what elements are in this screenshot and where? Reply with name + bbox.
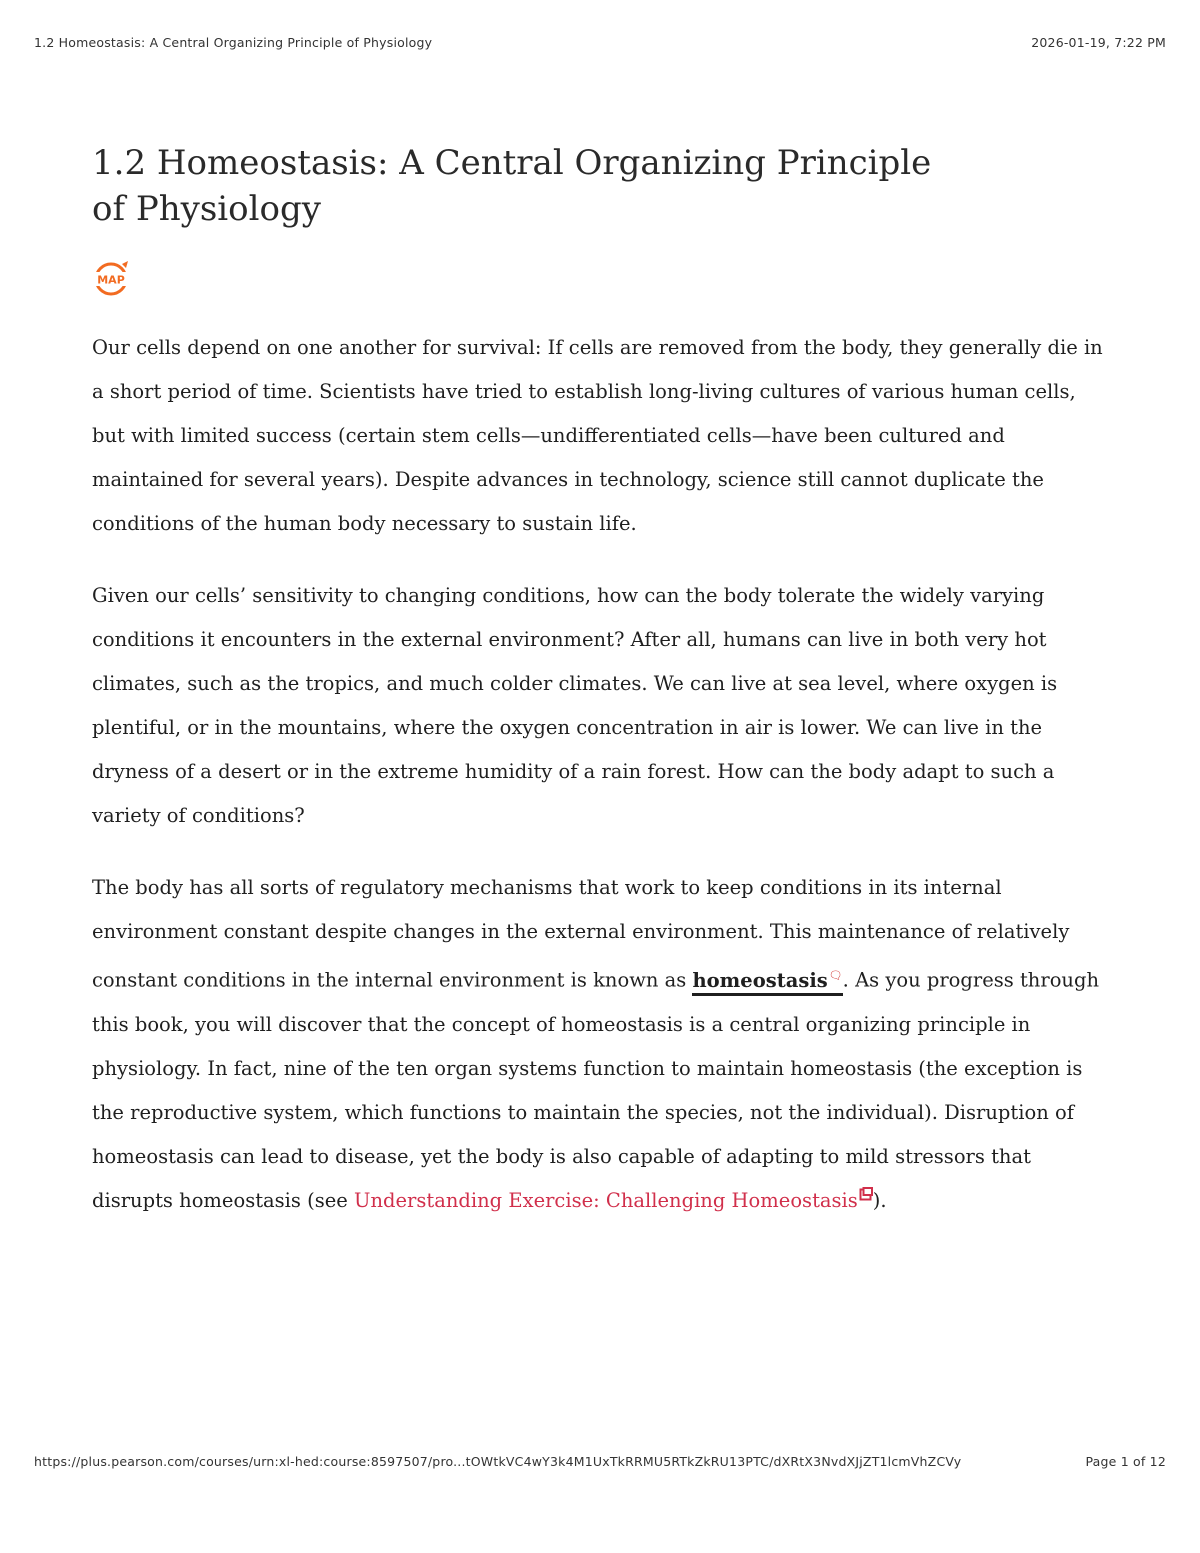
paragraph-2: Given our cells’ sensitivity to changing conditions, how can the body tolerate the widely varying conditions it encounters in the external environment? After all, humans can live in both very hot climates, such as the tropics, and much colder climates. We can live at sea level, where oxygen is plentiful, or in the mountains, where the oxygen concentration in air is lower. We can live in the dryness of a desert or in the extreme humidity of a rain forest. How can the body adapt to such a variety of conditions?	[92, 584, 1058, 827]
print-header-title: 1.2 Homeostasis: A Central Organizing Principle of Physiology	[34, 35, 433, 50]
understanding-exercise-link[interactable]	[354, 1189, 873, 1212]
exercise-link-label: Understanding Exercise: Challenging Homeostasis	[354, 1188, 858, 1212]
paragraph-1: Our cells depend on one another for survival: If cells are removed from the body, they generally die in a short period of time. Scientists have tried to establish long-living cultures of various human cells, but with limited success (certain stem cells—undifferentiated cells—have been cultured and maintained for several years). Despite advances in technology, science still cannot duplicate the conditions of the human body necessary to sustain life.	[92, 336, 1103, 535]
print-header-timestamp: 2026-01-19, 7:22 PM	[1031, 35, 1166, 50]
print-header	[34, 35, 1166, 50]
external-link-icon	[859, 1187, 873, 1201]
map-badge[interactable]	[92, 258, 132, 298]
map-icon	[92, 258, 132, 298]
paragraph-3	[92, 866, 1112, 1223]
paragraph-3-text-a: The body has all sorts of regulatory mechanisms that work to keep conditions in its internal environment constant despite changes in the external environment. This maintenance of relatively constant conditions in the internal environment is known as	[92, 876, 1070, 992]
glossary-term-label: homeostasis	[692, 968, 828, 992]
print-footer-page-indicator: Page 1 of 12	[1085, 1454, 1166, 1469]
glossary-speech-bubble-icon: 🗨	[828, 969, 843, 982]
print-footer-url: https://plus.pearson.com/courses/urn:xl-hed:course:8597507/pro...tOWtkVC4wY3k4M1UxTkRRMU5RTkZkRU13PTC/dXRtX3NvdXJjZT1lcmVhZCVy	[34, 1454, 962, 1469]
paragraph-3-text-c: ).	[872, 1188, 887, 1212]
svg-text:MAP: MAP	[97, 273, 125, 287]
glossary-term-homeostasis[interactable]	[692, 969, 842, 996]
article	[92, 140, 1112, 1223]
paragraph-3-text-b: . As you progress through this book, you will discover that the concept of homeostasis is a central organizing principle in physiology. In fact, nine of the ten organ systems function to maintain homeostasis (the exception is the reproductive system, which functions to maintain the species, not the individual). Disruption of homeostasis can lead to disease, yet the body is also capable of adapting to mild stressors that disrupts homeostasis (see	[92, 968, 1100, 1212]
page-title: 1.2 Homeostasis: A Central Organizing Principle of Physiology	[92, 143, 932, 229]
print-footer	[34, 1454, 1166, 1469]
